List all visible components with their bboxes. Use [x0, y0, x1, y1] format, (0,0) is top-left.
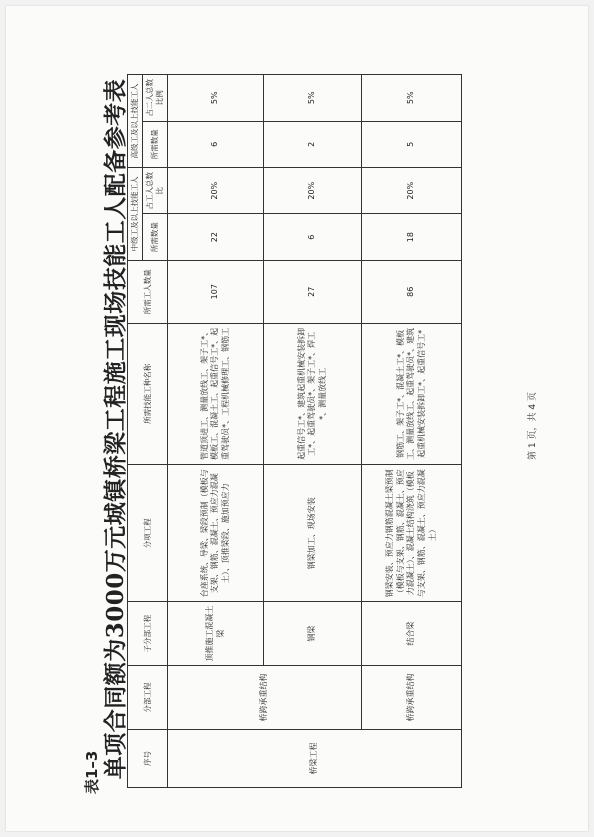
header-mid-count: 所需数量: [143, 214, 168, 260]
workers-table: [127, 74, 462, 788]
rotated-content: [67, 46, 567, 806]
division-cell: 桥跨承重结构: [168, 666, 362, 730]
senior-count-cell: 5: [362, 121, 462, 167]
total-workers-cell: 107: [168, 260, 264, 323]
document-title: 单项合同额为3000万元城镇桥梁工程施工现场技能工人配备参考表: [102, 78, 129, 780]
header-senior-ratio: 占二人总数比例: [143, 75, 168, 122]
senior-ratio-cell: 5%: [168, 75, 264, 122]
mid-count-cell: 6: [264, 214, 362, 260]
mid-ratio-cell: 20%: [168, 167, 264, 213]
mid-ratio-cell: 20%: [362, 167, 462, 213]
subdivision-cell: 结合梁: [362, 602, 462, 666]
trades-cell: 起重信号工*、建筑起重机械安装拆卸工*、起重驾驶员*、架子工*、焊工*、测量放线工: [264, 323, 362, 465]
header-mid-group: 中级工及以上技能工人: [128, 167, 143, 260]
subdivision-cell: 顶推施工混凝土梁: [168, 602, 264, 666]
subdivision-cell: 钢梁: [264, 602, 362, 666]
table-row: [168, 75, 264, 788]
header-row-1: [128, 75, 143, 788]
header-senior-group: 高级工及以上技能工人: [128, 75, 143, 168]
senior-ratio-cell: 5%: [264, 75, 362, 122]
page-footer: 第 1 页，共 4 页: [528, 392, 538, 460]
item-cell: 钢梁加工、现场安装: [264, 465, 362, 602]
header-senior-count: 所需数量: [143, 121, 168, 167]
total-workers-cell: 86: [362, 260, 462, 323]
item-cell: 钢梁安装、预应力钢筋混凝土梁预制（模板与支架、钢筋、混凝土、预应力混凝土）、混凝土结构浇筑（模板与支架、钢筋、混凝土、预应力混凝土）: [362, 465, 462, 602]
header-mid-ratio: 占工人总数比: [143, 167, 168, 213]
mid-ratio-cell: 20%: [264, 167, 362, 213]
senior-ratio-cell: 5%: [362, 75, 462, 122]
header-trades: 所需技能工种名称: [128, 323, 168, 465]
trades-cell: 钢筋工、架子工*、混凝土工*、模板工、测量放线工、起重驾驶员*、建筑起重机械安装拆卸工*、起重信号工*: [362, 323, 462, 465]
mid-count-cell: 18: [362, 214, 462, 260]
category-cell: 桥梁工程: [168, 729, 462, 787]
header-item: 分项工程: [128, 465, 168, 602]
division-cell: 桥跨承重结构: [362, 666, 462, 730]
document-page: [6, 6, 588, 831]
header-total-workers: 所需工人数量: [128, 260, 168, 323]
senior-count-cell: 2: [264, 121, 362, 167]
header-division: 分部工程: [128, 666, 168, 730]
header-subdivision: 子分部工程: [128, 602, 168, 666]
trades-cell: 管道顶进工、测量放线工、架子工*、模板工、混凝土工、起重信号工*、起重驾驶员*、工程机械修理工、钢筋工: [168, 323, 264, 465]
senior-count-cell: 6: [168, 121, 264, 167]
mid-count-cell: 22: [168, 214, 264, 260]
total-workers-cell: 27: [264, 260, 362, 323]
item-cell: 台座系统、导梁、梁段预制（模板与支架、钢筋、混凝土、预应力混凝土）、顶推梁段、施加预应力: [168, 465, 264, 602]
table-label: 表1–3: [83, 750, 101, 794]
header-seq: 序号: [128, 729, 168, 787]
table-row: [362, 75, 462, 788]
